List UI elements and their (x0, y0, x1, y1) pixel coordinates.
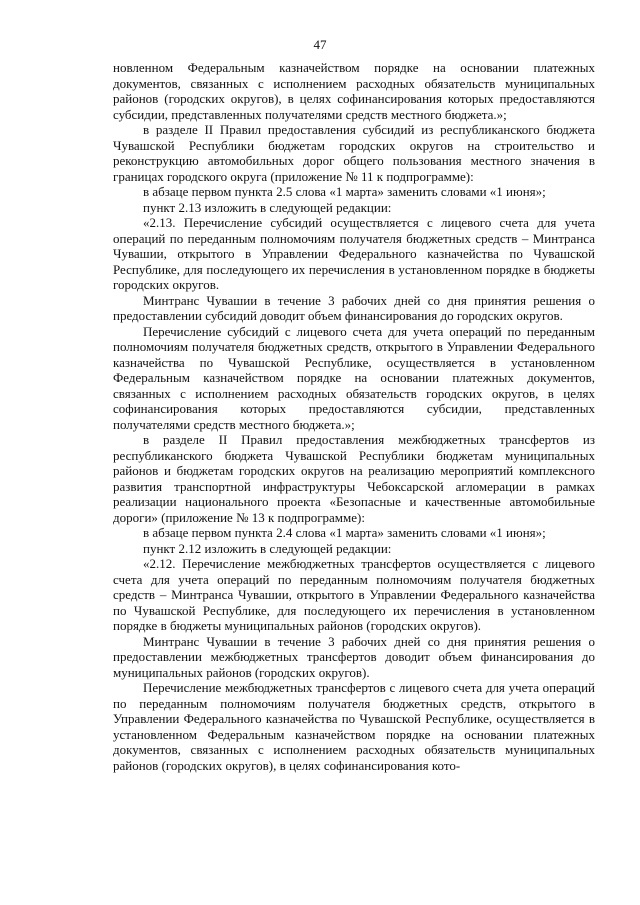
paragraph-continuation: новленном Федеральным казначейством порядке на основании платежных документов, связанных с исполнением расходных обязательств муниципальных районов (городских округов), в целях софинансирования которых предоставляются субсидии, представленных получателями средств местного бюджета.»; (113, 60, 595, 122)
paragraph-section-ii-transfers-agglomeration: в разделе II Правил предоставления межбюджетных трансфертов из республиканского бюджета Чувашской Республики бюджетам муниципальных районов и бюджетам городских округов на реализацию мероприятий комплексного развития транспортной инфраструктуры Чебоксарской агломерации в рамках реализации национального проекта «Безопасные и качественные автомобильные дороги» (приложение № 13 к подпрограмме): (113, 432, 595, 525)
paragraph-item-2-13-intro: пункт 2.13 изложить в следующей редакции: (143, 199, 392, 215)
paragraph-transfer-interbudget: Перечисление межбюджетных трансфертов с лицевого счета для учета операций по переданным полномочиям получателя бюджетных средств, открытого в Управлении Федерального казначейства по Чувашской Республике, осуществляется в установленном Федеральным казначейством порядке на основании платежных документов, связанных с исполнением расходных обязательств муниципальных районов (городских округов), в целях софинансирования кото- (113, 680, 595, 773)
paragraph-amend-2-4: в абзаце первом пункта 2.4 слова «1 марта» заменить словами «1 июня»; (143, 525, 546, 540)
paragraph-amend-2-5: в абзаце первом пункта 2.5 слова «1 марта» заменить словами «1 июня»; (143, 184, 546, 199)
paragraph-item-2-12-intro: пункт 2.12 изложить в следующей редакции: (143, 540, 392, 556)
paragraph-item-2-13-text: «2.13. Перечисление субсидий осуществляется с лицевого счета для учета операций по переданным полномочиям получателя бюджетных средств – Минтранса Чувашии, открытого в Управлении Федерального казначейства по Чувашской Республике, для последующего их перечисления в установленном порядке в бюджеты городских округов. (113, 215, 595, 292)
document-body (113, 60, 595, 773)
paragraph-item-2-12-text: «2.12. Перечисление межбюджетных трансфертов осуществляется с лицевого счета для учета операций по переданным полномочиям получателя бюджетных средств – Минтранса Чувашии, открытого в Управлении Федерального казначейства по Чувашской Республике, для последующего их перечисления в установленном порядке в бюджеты муниципальных районов (городских округов). (113, 556, 595, 633)
paragraph-mintrans-3-days-transfers: Минтранс Чувашии в течение 3 рабочих дней со дня принятия решения о предоставлении межбюджетных трансфертов доводит объем финансирования до муниципальных районов (городских округов). (113, 633, 595, 680)
paragraph-section-ii-subsidies-roads: в разделе II Правил предоставления субсидий из республиканского бюджета Чувашской Республики бюджетам городских округов на строительство и реконструкцию автомобильных дорог общего пользования местного значения в границах городского округа (приложение № 11 к подпрограмме): (113, 122, 595, 184)
page-number: 47 (313, 37, 327, 52)
paragraph-mintrans-3-days-subsidies: Минтранс Чувашии в течение 3 рабочих дней со дня принятия решения о предоставлении субсидий доводит объем финансирования до городских округов. (113, 292, 595, 323)
paragraph-transfer-subsidies: Перечисление субсидий с лицевого счета для учета операций по переданным полномочиям получателя бюджетных средств, открытого в Управлении Федерального казначейства по Чувашской Республике, осуществляется в установленном Федеральным казначейством порядке на основании платежных документов, связанных с исполнением расходных обязательств городских округов, в целях софинансирования которых предоставляются субсидии, представленных получателями средств местного бюджета.»; (113, 323, 595, 432)
